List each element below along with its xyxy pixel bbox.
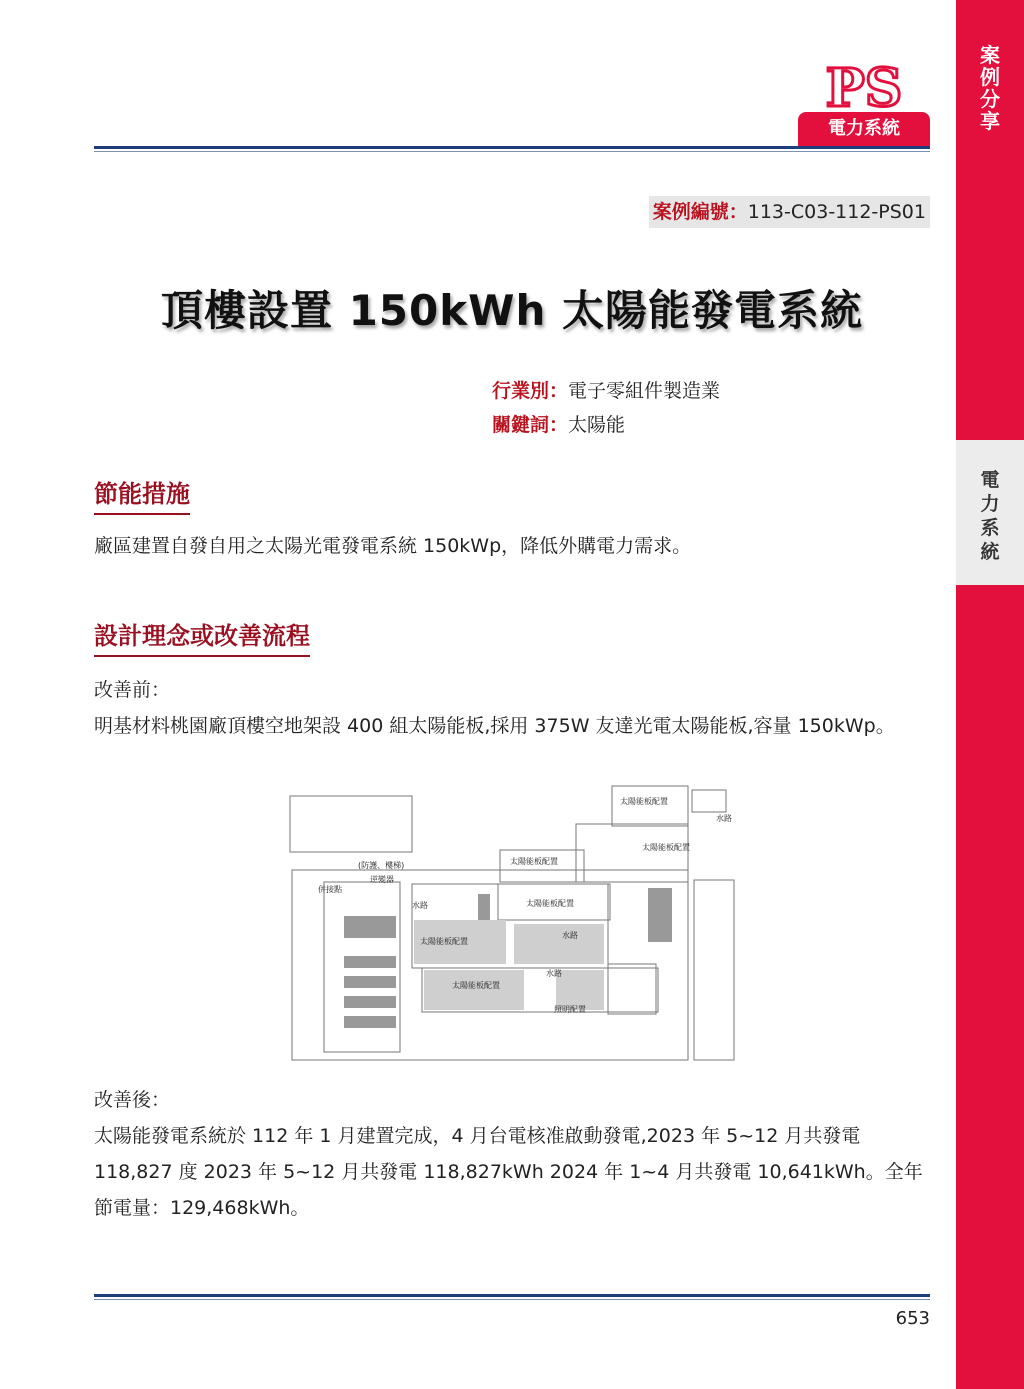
plan-label-inverter-note: (防護、樓梯) [358, 861, 405, 870]
header-rule-thin [94, 151, 930, 152]
side-tab-power-system-label [956, 468, 1024, 564]
plan-label-lighting: 照明配置 [554, 1005, 586, 1014]
keyword-value: 太陽能 [568, 414, 626, 436]
before-label: 改善前： [94, 679, 171, 701]
industry-value: 電子零組件製造業 [568, 380, 721, 402]
plan-label-4: 太陽能板配置 [526, 899, 574, 908]
ps-logo [812, 62, 916, 112]
industry [492, 376, 720, 403]
industry-label: 行業別： [492, 380, 569, 402]
before-text: 明基材料桃園廠頂樓空地架設 400 組太陽能板,採用 375W 友達光電太陽能板,容量 150kWp。 [94, 715, 895, 737]
plan-label-1: 太陽能板配置 [620, 797, 668, 806]
side-tab-case-share-text: 案例分享 [980, 43, 1000, 133]
plan-label-connection: 併接點 [318, 885, 342, 894]
footer-rule-thin [94, 1299, 930, 1300]
logo-label: 電力系統 [798, 112, 930, 146]
ps-logo-text: PS [825, 62, 903, 112]
case-number [649, 196, 930, 228]
plan-label-6: 太陽能板配置 [452, 981, 500, 990]
plan-label-2: 太陽能板配置 [642, 843, 690, 852]
keyword-label: 關鍵詞： [492, 414, 569, 436]
plan-label-3: 太陽能板配置 [510, 857, 558, 866]
page-title: 頂樓設置 150kWh 太陽能發電系統 [160, 286, 864, 335]
plan-label-water-2: 水路 [412, 901, 428, 910]
footer-rule [94, 1294, 930, 1297]
case-number-value: 113-C03-112-PS01 [747, 201, 926, 223]
side-tab-case-share-label [956, 44, 1024, 132]
section-heading-measures: 節能措施 [94, 474, 190, 515]
side-tab-case-share [956, 0, 1024, 440]
plan-label-water-3: 水路 [562, 931, 578, 940]
plan-label-water-1: 水路 [716, 814, 732, 823]
side-tab-power-system-text: 電力系統 [980, 469, 1000, 563]
plan-label-inverter: 逆變器 [370, 875, 394, 884]
section-heading-design: 設計理念或改善流程 [94, 616, 310, 657]
side-tab-lower [956, 585, 1024, 1389]
header-rule [94, 146, 930, 149]
after-label: 改善後： [94, 1089, 171, 1111]
rooftop-floor-plan [288, 784, 740, 1066]
plan-label-5: 太陽能板配置 [420, 937, 468, 946]
page-number: 653 [895, 1308, 930, 1329]
measures-text: 廠區建置自發自用之太陽光電發電系統 150kWp，降低外購電力需求。 [94, 535, 692, 557]
keyword [492, 410, 625, 437]
after-text: 太陽能發電系統於 112 年 1 月建置完成，4 月台電核准啟動發電,2023 年 5~12 月共發電 118,827 度 2023 年 5~12 月共發電 118,827kWh 2024 年 1~4 月共發電 10,641kWh。全年節電量：129,468kWh。 [94, 1125, 923, 1219]
plan-label-water-4: 水路 [546, 969, 562, 978]
side-tab-power-system [956, 440, 1024, 585]
case-number-label: 案例編號： [652, 201, 748, 223]
